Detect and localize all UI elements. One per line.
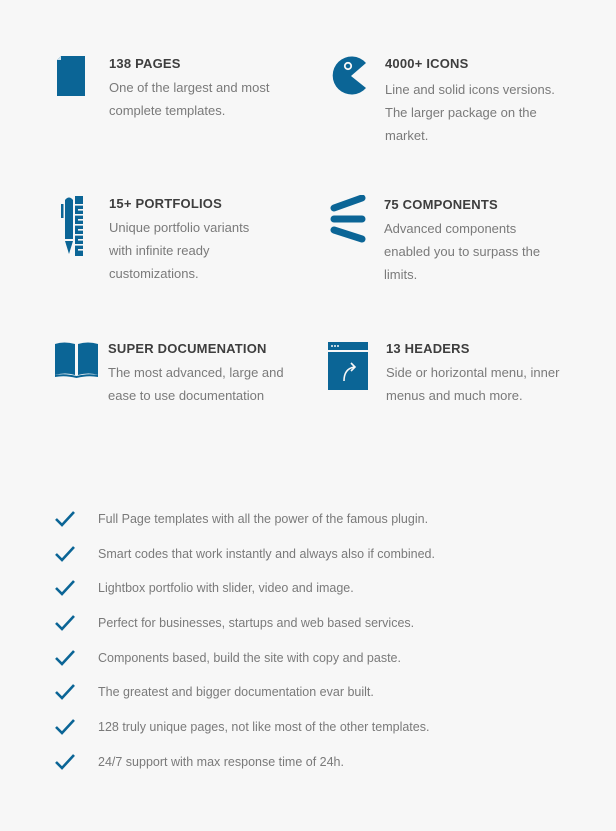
browser-window-icon bbox=[328, 341, 374, 391]
feature-title: 4000+ ICONS bbox=[385, 56, 469, 71]
checkmark-icon bbox=[55, 614, 75, 631]
list-item-text: 24/7 support with max response time of 24h. bbox=[98, 754, 344, 769]
checkmark-icon bbox=[55, 545, 75, 562]
checkmark-icon bbox=[55, 718, 75, 735]
list-item-text: Full Page templates with all the power of the famous plugin. bbox=[98, 512, 429, 526]
list-item-text: Lightbox portfolio with slider, video and image. bbox=[98, 581, 354, 596]
feature-description: Advanced components enabled you to surpass the limits. bbox=[384, 221, 541, 282]
feature-description: Unique portfolio variants with infinite ready customizations. bbox=[109, 220, 250, 281]
list-item-text: Smart codes that work instantly and always also if combined. bbox=[98, 546, 435, 561]
feature-description: Side or horizontal menu, inner menus and much more. bbox=[386, 365, 560, 403]
open-book-icon bbox=[54, 341, 100, 391]
feature-title: 138 PAGES bbox=[109, 56, 181, 71]
list-item-text: 128 truly unique pages, not like most of the other templates. bbox=[98, 720, 430, 735]
checkmark-icon bbox=[55, 683, 75, 700]
checkmark-icon bbox=[55, 510, 75, 527]
feature-description: The most advanced, large and ease to use documentation bbox=[108, 365, 284, 403]
less-than-icon bbox=[330, 195, 376, 245]
feature-description: Line and solid icons versions. The larger package on the market. bbox=[385, 82, 555, 143]
checkmark-icon bbox=[55, 753, 75, 770]
feature-description: One of the largest and most complete templates. bbox=[109, 80, 270, 118]
list-item-text: Perfect for businesses, startups and web based services. bbox=[98, 616, 415, 631]
list-item-text: The greatest and bigger documentation evar built. bbox=[98, 685, 374, 700]
feature-title: 13 HEADERS bbox=[386, 341, 470, 356]
feature-title: 15+ PORTFOLIOS bbox=[109, 196, 222, 211]
feature-title: 75 COMPONENTS bbox=[384, 197, 498, 212]
pen-ruler-icon bbox=[55, 196, 101, 258]
checkmark-icon bbox=[55, 649, 75, 666]
list-item-text: Components based, build the site with copy and paste. bbox=[98, 650, 401, 665]
pacman-icon bbox=[329, 54, 375, 104]
checkmark-icon bbox=[55, 579, 75, 596]
feature-title: SUPER DOCUMENATION bbox=[108, 341, 267, 356]
document-icon bbox=[55, 56, 101, 106]
